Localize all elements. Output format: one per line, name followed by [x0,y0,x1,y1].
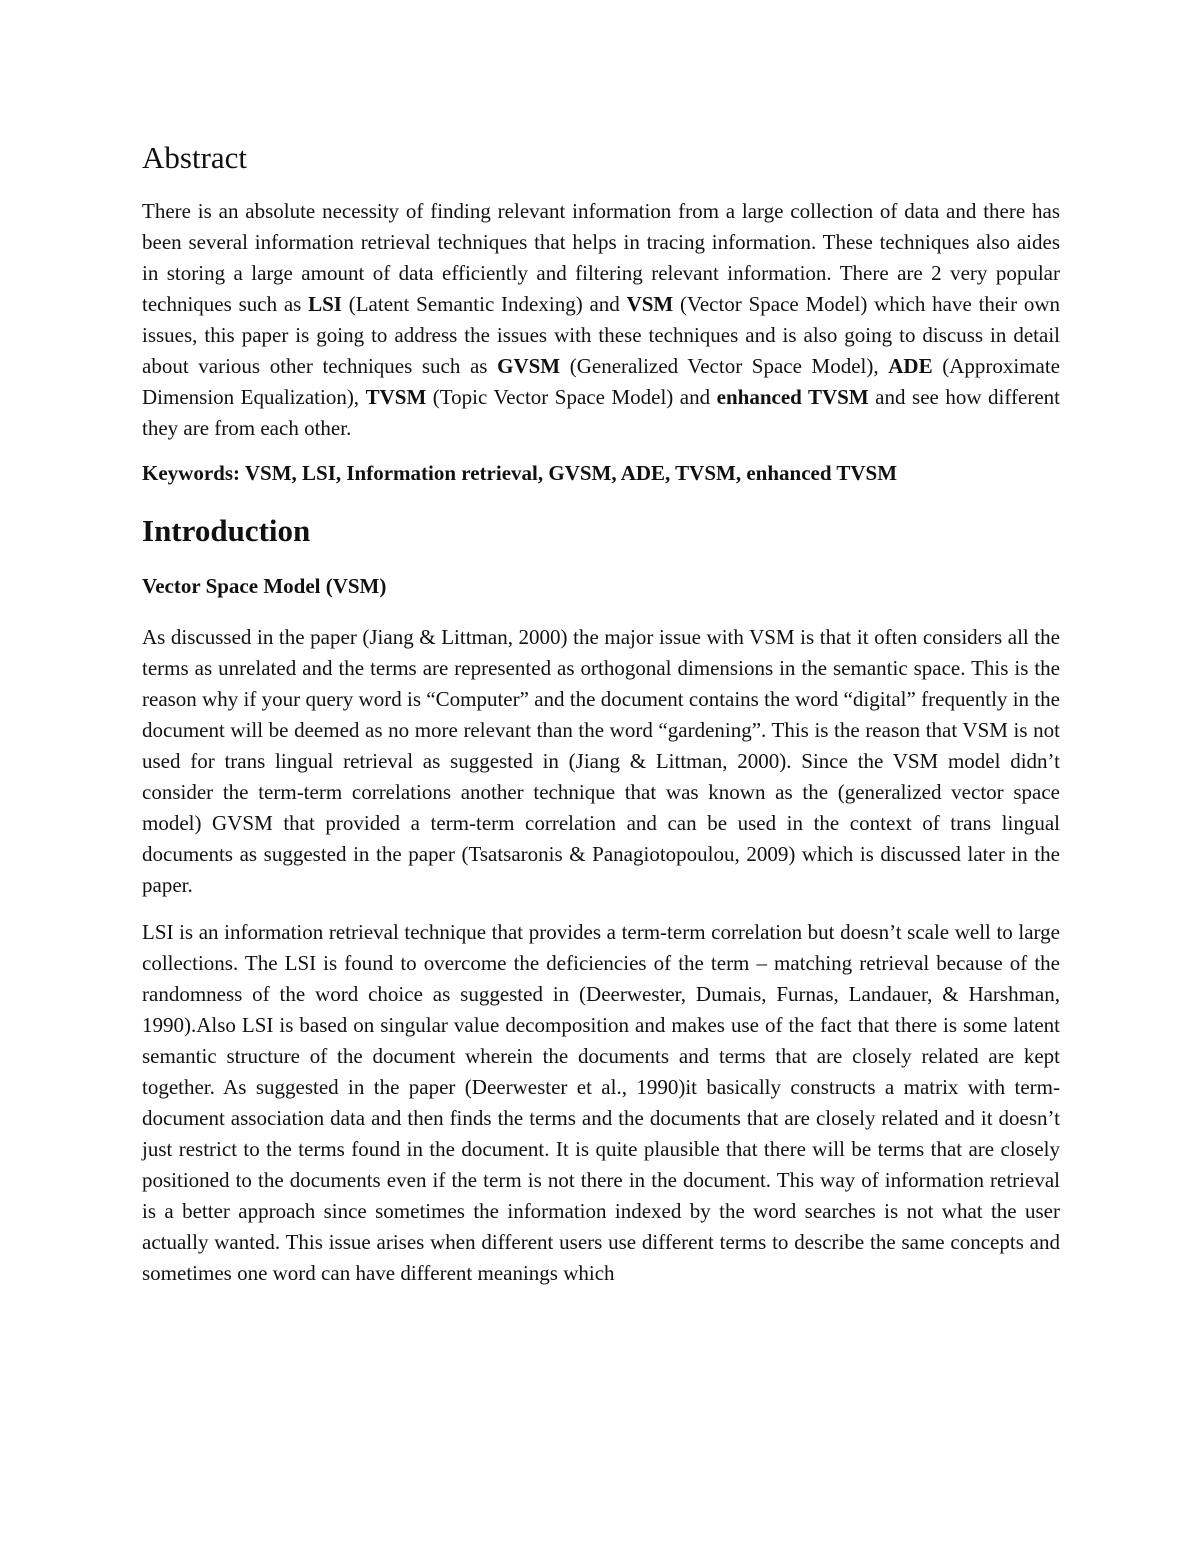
abstract-text: (Latent Semantic Indexing) and [341,292,627,316]
abstract-text: (Topic Vector Space Model) and [426,385,717,409]
term-gvsm: GVSM [497,354,561,378]
introduction-heading: Introduction [142,513,311,548]
paragraph-vsm: As discussed in the paper (Jiang & Littman, 2000) the major issue with VSM is that it often considers all the terms as unrelated and the terms are represented as orthogonal dimensions in the semantic space. This is the reason why if your query word is “Computer” and the document contains the word “digital” frequently in the document will be deemed as no more relevant than the word “gardening”. This is the reason that VSM is not used for trans lingual retrieval as suggested in (Jiang & Littman, 2000). Since the VSM model didn’t consider the term-term correlations another technique that was known as the (generalized vector space model) GVSM that provided a term-term correlation and can be used in the context of trans lingual documents as suggested in the paper (Tsatsaronis & Panagiotopoulou, 2009) which is discussed later in the paper. [142,625,1060,897]
keywords-line: Keywords: VSM, LSI, Information retrieval, GVSM, ADE, TVSM, enhanced TVSM [142,461,898,485]
abstract-text: There is an absolute necessity of finding relevant information from a large collection of data and there has been several information retrieval techniques that helps in tracing information. These techniques also aides in storing a large amount of data efficiently and filtering relevant information. There are 2 very popular techniques such as [142,199,1060,316]
document-page [142,138,1060,1305]
term-vsm: VSM [626,292,674,316]
abstract-text: and see how different they are from each other. [142,385,1060,440]
abstract-paragraph [142,196,1060,444]
paragraph-lsi: LSI is an information retrieval technique that provides a term-term correlation but doesn’t scale well to large collections. The LSI is found to overcome the deficiencies of the term – matching retrieval because of the randomness of the word choice as suggested in (Deerwester, Dumais, Furnas, Landauer, & Harshman, 1990).Also LSI is based on singular value decomposition and makes use of the fact that there is some latent semantic structure of the document wherein the documents and terms that are closely related are kept together. As suggested in the paper (Deerwester et al., 1990)it basically constructs a matrix with term-document association data and then finds the terms and the documents that are closely related and it doesn’t just restrict to the terms found in the document. It is quite plausible that there will be terms that are closely positioned to the documents even if the term is not there in the document. This way of information retrieval is a better approach since sometimes the information indexed by the word searches is not what the user actually wanted. This issue arises when different users use different terms to describe the same concepts and sometimes one word can have different meanings which [142,920,1060,1285]
term-enhanced-tvsm: enhanced TVSM [716,385,869,409]
term-lsi: LSI [308,292,342,316]
abstract-text: (Vector Space Model) which have their own issues, this paper is going to address the issues with these techniques and is also going to discuss in detail about various other techniques such as [142,292,1060,378]
abstract-text: (Approximate Dimension Equalization), [142,354,1061,409]
term-tvsm: TVSM [365,385,427,409]
abstract-text: (Generalized Vector Space Model), [560,354,889,378]
term-ade: ADE [888,354,933,378]
section-heading-vsm: Vector Space Model (VSM) [142,574,387,598]
abstract-heading: Abstract [142,140,248,175]
